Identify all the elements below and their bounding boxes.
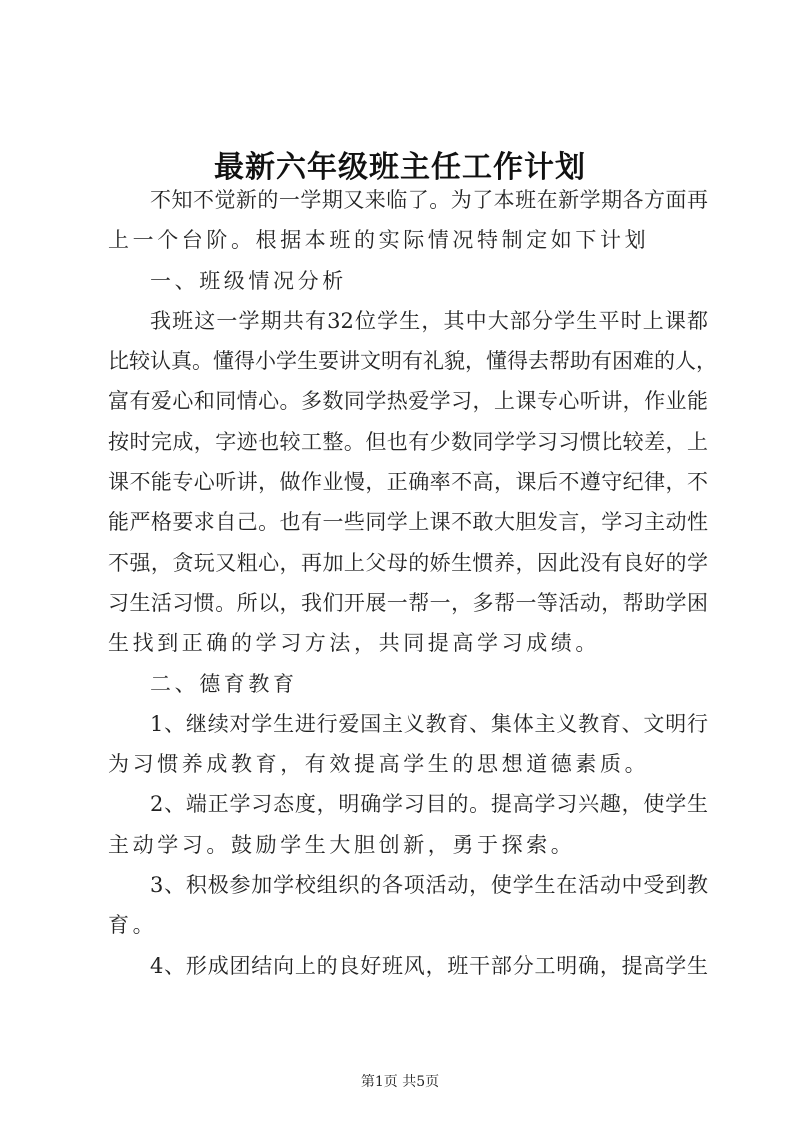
section-heading: 二、德育教育 [150, 671, 298, 696]
paragraph-line: 2、端正学习态度，明确学习目的。提高学习兴趣，使学生 [150, 792, 708, 817]
paragraph-line: 为习惯养成教育，有效提高学生的思想道德素质。 [108, 752, 650, 777]
paragraph-line: 习生活习惯。所以，我们开展一帮一，多帮一等活动，帮助学困 [108, 590, 708, 615]
paragraph-line: 富有爱心和同情心。多数同学热爱学习，上课专心听讲，作业能 [108, 389, 708, 414]
document-body [108, 180, 717, 986]
paragraph-line: 不知不觉新的一学期又来临了。为了本班在新学期各方面再 [150, 188, 708, 212]
paragraph-line: 生找到正确的学习方法，共同提高学习成绩。 [108, 631, 600, 656]
paragraph-line: 主动学习。鼓励学生大胆创新，勇于探索。 [108, 832, 576, 857]
paragraph-line: 1、继续对学生进行爱国主义教育、集体主义教育、文明行 [150, 711, 708, 736]
paragraph-line: 按时完成，字迹也较工整。但也有少数同学学习习惯比较差，上 [108, 429, 708, 454]
paragraph-line: 能严格要求自己。也有一些同学上课不敢大胆发言，学习主动性 [108, 510, 708, 535]
paragraph-line: 育。 [108, 913, 158, 938]
paragraph-line: 我班这一学期共有32位学生，其中大部分学生平时上课都 [150, 308, 708, 333]
paragraph-line: 上一个台阶。根据本班的实际情况特制定如下计划 [108, 228, 650, 253]
paragraph-line: 3、积极参加学校组织的各项活动，使学生在活动中受到教 [150, 873, 708, 898]
page-number-footer: 第1页 共5页 [360, 1074, 440, 1090]
paragraph-line: 比较认真。懂得小学生要讲文明有礼貌，懂得去帮助有困难的人， [108, 349, 717, 374]
document-title: 最新六年级班主任工作计划 [214, 150, 586, 185]
paragraph-line: 4、形成团结向上的良好班风，班干部分工明确，提高学生 [150, 953, 708, 978]
section-heading: 一、班级情况分析 [150, 268, 347, 293]
paragraph-line: 课不能专心听讲，做作业慢，正确率不高，课后不遵守纪律，不 [108, 470, 708, 495]
paragraph-line: 不强，贪玩又粗心，再加上父母的娇生惯养，因此没有良好的学 [108, 550, 708, 575]
